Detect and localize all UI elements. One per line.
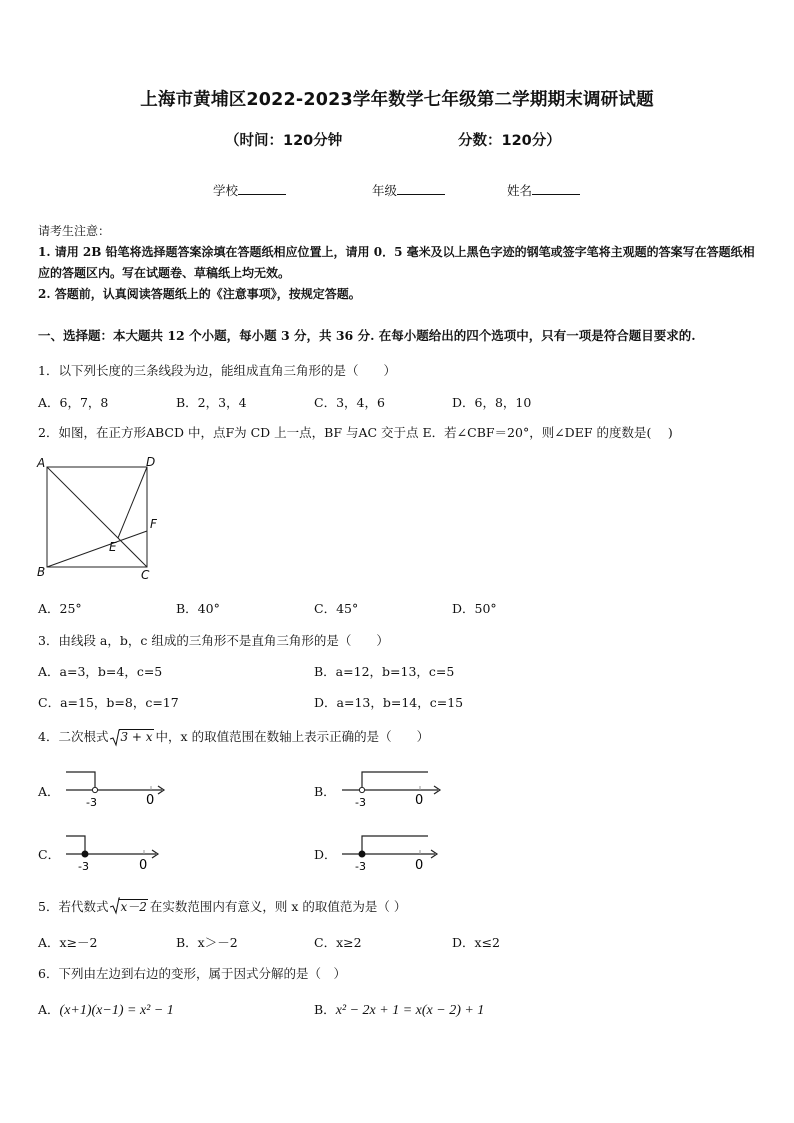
q1-option-d[interactable]: D．6，8，10 — [452, 395, 532, 410]
q3-option-c[interactable]: C．a=15，b=8，c=17 — [38, 695, 179, 710]
tick-zero: 0 — [415, 858, 424, 873]
grade-blank[interactable] — [397, 182, 445, 195]
school-label: 学校 — [213, 183, 239, 198]
q6-stem: 6．下列由左边到右边的变形，属于因式分解的是（ ） — [38, 966, 346, 981]
name-blank[interactable] — [532, 182, 580, 195]
school-blank[interactable] — [238, 182, 286, 195]
q1-stem: 1．以下列长度的三条线段为边，能组成直角三角形的是（ ） — [38, 363, 396, 378]
q4-option-c-label[interactable]: C． — [38, 847, 61, 862]
q6-option-a-expr: (x+1)(x−1) = x² − 1 — [59, 1003, 174, 1018]
q6-option-a-label: A． — [38, 1002, 60, 1017]
q5-stem-pre: 5．若代数式 — [38, 899, 109, 914]
note-2: 2. 答题前，认真阅读答题纸上的《注意事项》，按规定答题。 — [38, 287, 361, 301]
q1-option-a[interactable]: A．6，7，8 — [38, 395, 109, 410]
school-field — [213, 181, 286, 199]
q5-option-c[interactable]: C．x≥2 — [314, 935, 362, 950]
q5-option-a[interactable]: A．x≥－2 — [38, 935, 98, 950]
grade-label: 年级 — [372, 183, 398, 198]
grade-field — [372, 181, 445, 199]
note-1: 1. 请用 2B 铅笔将选择题答案涂填在答题纸相应位置上，请用 0．5 毫米及以上黑色字迹的钢笔或签字笔将主观题的答案写在答题纸相应的答题区内。写在试题卷、草稿纸上均无效。 — [38, 245, 755, 280]
label-c: C — [141, 568, 150, 582]
q2-option-c[interactable]: C．45° — [314, 601, 359, 616]
q4-stem-pre: 4．二次根式 — [38, 729, 109, 744]
tick-zero: 0 — [139, 858, 148, 873]
q2-option-b[interactable]: B．40° — [176, 601, 220, 616]
label-b: B — [37, 565, 46, 579]
q4-radical — [110, 730, 153, 744]
q3-option-d[interactable]: D．a=13，b=14，c=15 — [314, 695, 464, 710]
q5-stem — [38, 897, 406, 915]
q5-radicand: x－2 — [120, 900, 147, 914]
page-title: 上海市黄埔区2022-2023学年数学七年级第二学期期末调研试题 — [140, 90, 654, 110]
q6-option-b[interactable] — [314, 1000, 484, 1019]
q4-stem — [38, 727, 429, 745]
label-f: F — [150, 517, 157, 531]
name-label: 姓名 — [507, 183, 533, 198]
section-heading: 一、选择题：本大题共 12 个小题，每小题 3 分，共 36 分. 在每小题给出的四个选项中，只有一项是符合题目要求的. — [38, 328, 696, 343]
q2-stem: 2．如图，在正方形ABCD 中，点F为 CD 上一点，BF 与AC 交于点 E．若∠CBF＝20°，则∠DEF 的度数是( ) — [38, 425, 673, 440]
exam-score: 分数：120分） — [458, 133, 561, 149]
radical-sign-icon — [110, 729, 120, 747]
q4-option-a-numberline[interactable] — [62, 766, 172, 810]
q6-option-b-label: B． — [314, 1002, 336, 1017]
q4-option-d-numberline[interactable] — [338, 828, 448, 874]
q3-stem: 3．由线段 a，b，c 组成的三角形不是直角三角形的是（ ） — [38, 633, 389, 648]
segment-de — [118, 467, 147, 538]
q2-option-d[interactable]: D．50° — [452, 601, 497, 616]
tick-neg3: -3 — [355, 796, 366, 809]
open-circle-icon — [92, 787, 97, 792]
q4-option-b-numberline[interactable] — [338, 766, 448, 810]
filled-circle-icon — [359, 851, 365, 857]
radical-sign-icon — [110, 897, 120, 915]
q1-option-b[interactable]: B．2，3，4 — [176, 395, 247, 410]
q4-stem-post: 中，x 的取值范围在数轴上表示正确的是（ ） — [155, 729, 430, 744]
q4-radicand: 3 + x — [120, 730, 153, 744]
tick-zero: 0 — [415, 793, 424, 808]
filled-circle-icon — [82, 851, 88, 857]
q5-option-b[interactable]: B．x＞－2 — [176, 935, 238, 950]
tick-zero: 0 — [146, 793, 155, 808]
tick-neg3: -3 — [78, 860, 89, 873]
q1-option-c[interactable]: C．3，4，6 — [314, 395, 385, 410]
q5-radical — [110, 898, 147, 915]
segment-bf — [47, 531, 147, 567]
q2-square-figure — [34, 452, 164, 582]
label-e: E — [109, 540, 117, 554]
tick-neg3: -3 — [355, 860, 366, 873]
exam-time: （时间：120分钟 — [225, 133, 343, 149]
q4-option-b-label[interactable]: B． — [314, 784, 336, 799]
q4-option-d-label[interactable]: D． — [314, 847, 337, 862]
label-a: A — [37, 456, 46, 470]
q5-stem-post: 在实数范围内有意义，则 x 的取值范为是（ ） — [149, 899, 407, 914]
q5-option-d[interactable]: D．x≤2 — [452, 935, 500, 950]
open-circle-icon — [359, 787, 364, 792]
tick-neg3: -3 — [86, 796, 97, 809]
diagonal-ac — [47, 467, 147, 567]
q4-option-a-label[interactable]: A． — [38, 784, 60, 799]
q3-option-b[interactable]: B．a=12，b=13，c=5 — [314, 664, 455, 679]
notes-heading: 请考生注意： — [38, 224, 111, 238]
name-field — [507, 181, 580, 199]
q3-option-a[interactable]: A．a=3，b=4，c=5 — [38, 664, 163, 679]
q4-option-c-numberline[interactable] — [62, 828, 172, 874]
q6-option-a[interactable] — [38, 1000, 174, 1019]
q6-option-b-expr: x² − 2x + 1 = x(x − 2) + 1 — [335, 1003, 485, 1018]
q2-option-a[interactable]: A．25° — [38, 601, 82, 616]
label-d: D — [146, 455, 156, 469]
